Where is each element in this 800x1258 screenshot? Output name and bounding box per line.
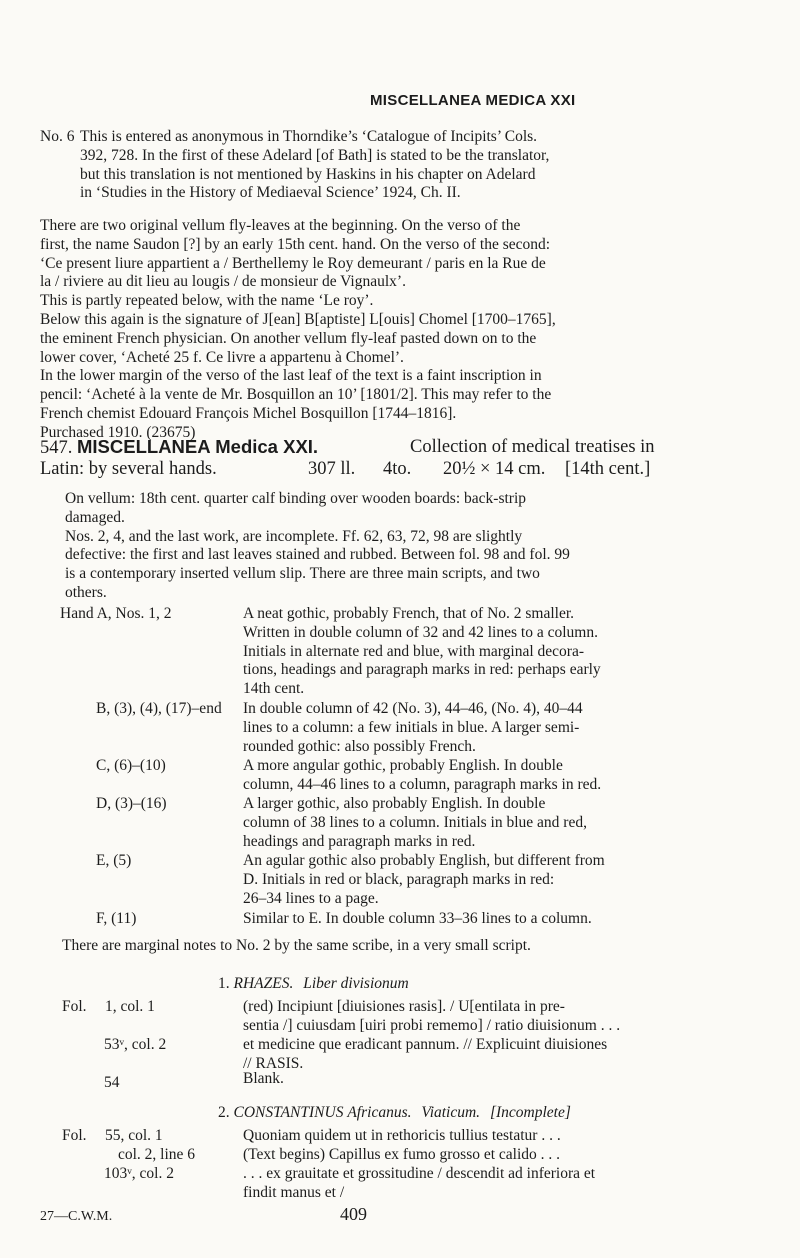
hand-line: 26–34 lines to a page. (243, 889, 379, 907)
hand-label: Hand A, Nos. 1, 2 (60, 605, 172, 622)
hand-line: D. Initials in red or black, paragraph marks in red: (243, 870, 555, 888)
hand-line: rounded gothic: also possibly French. (243, 737, 476, 755)
hand-line: Written in double column of 32 and 42 lines to a column. (243, 623, 598, 641)
work2-epithet: Africanus. (347, 1104, 412, 1121)
hand-line: A neat gothic, probably French, that of No. 2 smaller. (243, 605, 575, 622)
flyleaf-line: la / riviere au dit lieu au lougis / de monsieur de Vignaulx’. (40, 273, 406, 291)
hand-line: tions, headings and paragraph marks in red: perhaps early (243, 661, 601, 679)
hand-line: In double column of 42 (No. 3), 44–46, (No. 4), 40–44 (243, 700, 583, 717)
entry-format: 4to. (383, 459, 412, 479)
no6-line: in ‘Studies in the History of Mediaeval Science’ 1924, Ch. II. (80, 184, 461, 202)
entry-leaves: 307 ll. (308, 459, 356, 479)
physical-line: damaged. (65, 508, 125, 526)
hand-line: column, 44–46 lines to a column, paragraph marks in red. (243, 775, 602, 793)
hand-label: C, (6)–(10) (96, 757, 166, 774)
physical-line: is a contemporary inserted vellum slip. There are three main scripts, and two (65, 565, 540, 583)
hand-line: column of 38 lines to a column. Initials in blue and red, (243, 813, 587, 831)
entry-desc-line2: Latin: by several hands. (40, 459, 217, 479)
explicit-line: findit manus et / (243, 1183, 345, 1201)
flyleaf-line: Purchased 1910. (23675) (40, 423, 196, 441)
flyleaf-line: In the lower margin of the verso of the last leaf of the text is a faint inscription in (40, 367, 542, 385)
flyleaf-line: lower cover, ‘Acheté 25 f. Ce livre a appartenu à Chomel’. (40, 348, 404, 366)
flyleaf-line: There are two original vellum fly-leaves at the beginning. On the verso of the (40, 217, 521, 234)
flyleaf-line: French chemist Edouard François Michel Bosquillon [1744–1816]. (40, 404, 457, 422)
blank-line: Blank. (243, 1070, 284, 1087)
hand-line: An agular gothic also probably English, but different from (243, 852, 605, 869)
work1-number: 1. (218, 975, 230, 992)
entry-size: 20½ × 14 cm. (443, 459, 546, 479)
physical-line: others. (65, 583, 107, 601)
physical-line: On vellum: 18th cent. quarter calf binding over wooden boards: back-strip (65, 490, 526, 507)
work2-heading (218, 1104, 571, 1123)
running-head: MISCELLANEA MEDICA XXI (370, 92, 576, 109)
work2-author: CONSTANTINUS (233, 1104, 344, 1121)
hand-label: E, (5) (96, 852, 132, 869)
hand-line: A larger gothic, also probably English. In double (243, 795, 546, 812)
hand-line: 14th cent. (243, 680, 305, 698)
explicit-line: . . . ex grauitate et grossitudine / descendit ad inferiora et (243, 1165, 596, 1182)
hand-label: F, (11) (96, 910, 137, 927)
work2-title: Viaticum. (421, 1104, 481, 1121)
hand-line: lines to a column: a few initials in blue. A larger semi- (243, 718, 580, 736)
incipit-line: (red) Incipiunt [diuisiones rasis]. / U[entilata in pre- (243, 998, 565, 1015)
fol-location: 1, col. 1 (105, 998, 155, 1015)
hand-line: headings and paragraph marks in red. (243, 832, 476, 850)
fol-location: 103ᵛ, col. 2 (104, 1165, 174, 1182)
no6-label: No. 6 (40, 128, 75, 145)
no6-line: but this translation is not mentioned by Haskins in his chapter on Adelard (80, 165, 536, 183)
physical-line: Nos. 2, 4, and the last work, are incomplete. Ff. 62, 63, 72, 98 are slightly (65, 527, 523, 545)
hand-line: A more angular gothic, probably English. In double (243, 757, 563, 774)
entry-title-rest: Medica XXI. (215, 436, 319, 457)
fol-location: 54 (104, 1074, 120, 1091)
signature-mark: 27—C.W.M. (40, 1209, 113, 1224)
flyleaf-line: This is partly repeated below, with the name ‘Le roy’. (40, 292, 374, 310)
text-begins-line: (Text begins) Capillus ex fumo grosso et calido . . . (243, 1146, 561, 1163)
hand-line: Similar to E. In double column 33–36 lines to a column. (243, 910, 592, 927)
fol-label: Fol. (62, 1127, 87, 1144)
entry-desc-line1: Collection of medical treatises in (410, 437, 655, 457)
entry-title-bold: MISCELLANEA (77, 436, 211, 457)
entry-century: [14th cent.] (565, 459, 651, 479)
explicit-line: et medicine que eradicant pannum. // Explicuint diuisiones (243, 1036, 608, 1053)
work2-number: 2. (218, 1104, 230, 1121)
no6-line: This is entered as anonymous in Thorndike’s ‘Catalogue of Incipits’ Cols. (80, 128, 538, 145)
entry-number: 547. (40, 438, 73, 458)
explicit-line: // RASIS. (243, 1054, 304, 1072)
fol-location: 53ᵛ, col. 2 (104, 1036, 167, 1053)
flyleaf-line: pencil: ‘Acheté à la vente de Mr. Bosquillon an 10’ [1801/2]. This may refer to the (40, 386, 552, 404)
flyleaf-line: first, the name Saudon [?] by an early 15th cent. hand. On the verso of the second: (40, 235, 551, 253)
incipit-line: Quoniam quidem ut in rethoricis tullius testatur . . . (243, 1127, 561, 1144)
hand-line: Initials in alternate red and blue, with marginal decora- (243, 642, 585, 660)
physical-description (65, 490, 780, 603)
flyleaf-line: the eminent French physician. On another vellum fly-leaf pasted down on to the (40, 329, 537, 347)
page-number: 409 (340, 1204, 367, 1224)
entry-heading (40, 436, 780, 482)
flyleaves-note (40, 217, 780, 443)
fol-location: col. 2, line 6 (118, 1146, 196, 1163)
no6-line: 392, 728. In the first of these Adelard [of Bath] is stated to be the translator, (80, 146, 550, 164)
fol-location: 55, col. 1 (105, 1127, 163, 1144)
flyleaf-line: ‘Ce present liure appartient a / Berthellemy le Roy demeurant / paris en la Rue de (40, 254, 546, 272)
work1-author: RHAZES. (233, 975, 294, 992)
physical-line: defective: the first and last leaves stained and rubbed. Between fol. 98 and fol. 99 (65, 546, 570, 564)
hand-label: D, (3)–(16) (96, 795, 167, 812)
marginal-note: There are marginal notes to No. 2 by the same scribe, in a very small script. (62, 937, 531, 954)
incipit-line: sentia /] cuiusdam [uiri probi rememo] / ratio diuisionum . . . (243, 1016, 621, 1034)
flyleaf-line: Below this again is the signature of J[ean] B[aptiste] L[ouis] Chomel [1700–1765], (40, 310, 556, 328)
fol-label: Fol. (62, 998, 87, 1015)
work2-note: [Incomplete] (489, 1104, 571, 1121)
work1-title: Liber divisionum (303, 975, 409, 992)
work1-heading (218, 975, 409, 994)
hand-label: B, (3), (4), (17)–end (96, 700, 222, 717)
